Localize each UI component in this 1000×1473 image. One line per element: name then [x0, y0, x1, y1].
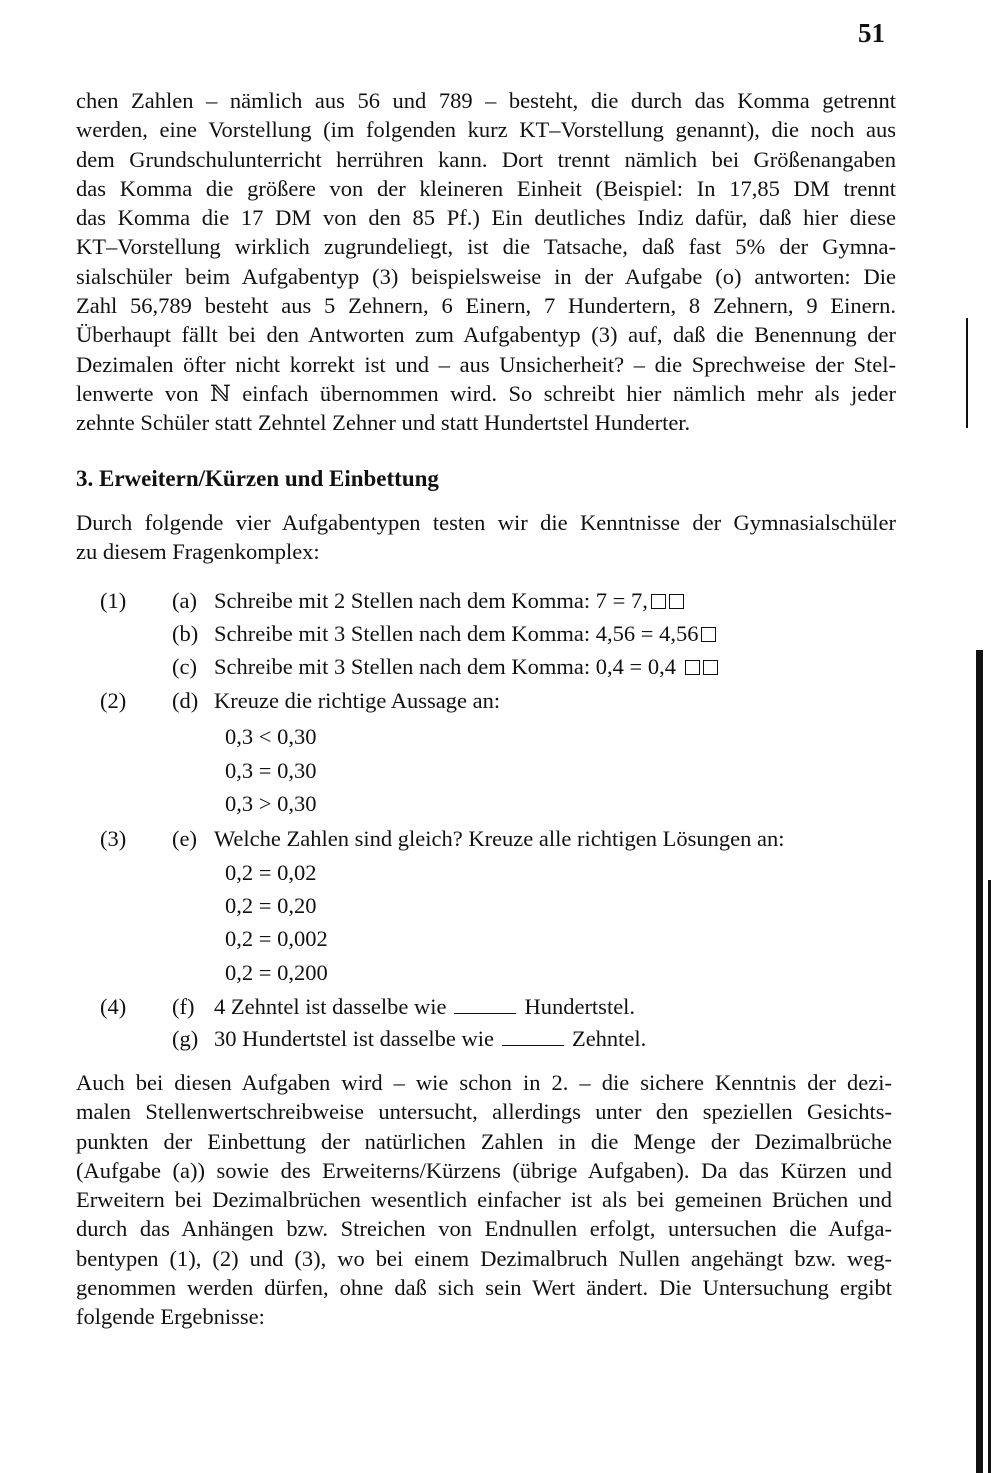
text-line: malen Stellenwertschreibweise untersucht, allerdings unter den speziellen Gesichts-: [76, 1099, 892, 1125]
option-text: 0,3 > 0,30: [225, 791, 317, 816]
scan-edge-line: [988, 880, 991, 1473]
answer-box[interactable]: [701, 627, 716, 642]
text-line: dem Grundschulunterricht herrühren kann. Dort trennt nämlich bei Größenangaben: [76, 146, 896, 172]
text-line: Erweitern bei Dezimalbrüchen wesentlich einfacher ist als bei gemeinen Brüchen und: [76, 1187, 892, 1213]
option-text: 0,2 = 0,02: [225, 860, 317, 885]
task-label: (a): [172, 588, 197, 613]
task-row: [0, 621, 1000, 654]
text-line: Durch folgende vier Aufgabentypen testen wir die Kenntnisse der Gymnasialschüler: [76, 510, 896, 535]
task-row: [0, 1026, 1000, 1059]
text-line: Zahl 56,789 besteht aus 5 Zehnern, 6 Einern, 7 Hundertern, 8 Zehnern, 9 Einern.: [76, 293, 896, 319]
task-label: (d): [172, 688, 199, 713]
text-line: genommen werden dürfen, ohne daß sich sein Wert ändert. Die Untersuchung ergibt: [76, 1275, 892, 1301]
task-number: (2): [100, 688, 127, 713]
task-label: (e): [172, 826, 197, 851]
answer-box[interactable]: [703, 660, 718, 675]
task-text: Kreuze die richtige Aussage an:: [214, 688, 501, 713]
text-line: bentypen (1), (2) und (3), wo bei einem Dezimalbruch Nullen angehängt bzw. weg-: [76, 1245, 892, 1271]
text-line: Auch bei diesen Aufgaben wird – wie schon in 2. – die sichere Kenntnis der dezi-: [76, 1070, 892, 1095]
body-paragraph-1: [76, 86, 896, 438]
answer-option[interactable]: [0, 893, 1000, 926]
section-heading: 3. Erweitern/Kürzen und Einbettung: [76, 466, 439, 491]
task-row: [0, 588, 1000, 621]
text-line: werden, eine Vorstellung (im folgenden kurz KT–Vorstellung genannt), die noch aus: [76, 117, 896, 143]
option-text: 0,2 = 0,002: [225, 926, 328, 951]
task-label: (f): [172, 994, 195, 1019]
task-number: (3): [100, 826, 127, 851]
task-text: Schreibe mit 3 Stellen nach dem Komma: 4,56 = 4,56: [214, 621, 716, 647]
task-label: (b): [172, 621, 199, 646]
task-text: Welche Zahlen sind gleich? Kreuze alle richtigen Lösungen an:: [214, 826, 785, 851]
answer-option[interactable]: [0, 960, 1000, 993]
answer-box[interactable]: [669, 594, 684, 609]
task-text: 4 Zehntel ist dasselbe wie Hundertstel.: [214, 994, 636, 1019]
text-line: durch das Anhängen bzw. Streichen von Endnullen erfolgt, untersuchen die Aufga-: [76, 1216, 892, 1242]
scan-edge-line: [966, 318, 968, 428]
text-line: das Komma die 17 DM von den 85 Pf.) Ein deutliches Indiz dafür, daß hier diese: [76, 205, 896, 231]
task-number: (1): [100, 588, 127, 613]
answer-option[interactable]: [0, 758, 1000, 791]
answer-blank[interactable]: [502, 1027, 564, 1046]
task-row: [0, 688, 1000, 721]
body-paragraph-2: [76, 508, 896, 567]
scan-edge-line: [976, 650, 983, 1473]
task-label: (c): [172, 654, 197, 679]
text-line: (Aufgabe (a)) sowie des Erweiterns/Kürzens (übrige Aufgaben). Da das Kürzen und: [76, 1157, 892, 1183]
text-line: sialschüler beim Aufgabentyp (3) beispielsweise in der Aufgabe (o) antworten: Die: [76, 263, 896, 289]
page-number: 51: [858, 18, 885, 48]
task-row: [0, 826, 1000, 859]
text-line: punkten der Einbettung der natürlichen Zahlen in die Menge der Dezimalbrüche: [76, 1128, 892, 1154]
answer-option[interactable]: [0, 724, 1000, 757]
task-row: [0, 994, 1000, 1027]
task-number: (4): [100, 994, 127, 1019]
text-line: das Komma die größere von der kleineren Einheit (Beispiel: In 17,85 DM trennt: [76, 175, 896, 201]
option-text: 0,3 < 0,30: [225, 724, 317, 749]
answer-box[interactable]: [685, 660, 700, 675]
text-line: chen Zahlen – nämlich aus 56 und 789 – besteht, die durch das Komma getrennt: [76, 88, 896, 113]
answer-blank[interactable]: [454, 995, 516, 1014]
text-line: zehnte Schüler statt Zehntel Zehner und statt Hundertstel Hunderter.: [76, 410, 691, 436]
text-line: lenwerte von ℕ einfach übernommen wird. So schreibt hier nämlich mehr als jeder: [76, 380, 896, 406]
task-text: Schreibe mit 3 Stellen nach dem Komma: 0,4 = 0,4: [214, 654, 718, 680]
answer-box[interactable]: [651, 594, 666, 609]
answer-option[interactable]: [0, 860, 1000, 893]
text-line: zu diesem Fragenkomplex:: [76, 539, 320, 565]
body-paragraph-3: [76, 1068, 892, 1332]
text-line: folgende Ergebnisse:: [76, 1304, 265, 1330]
option-text: 0,2 = 0,20: [225, 893, 317, 918]
text-line: KT–Vorstellung wirklich zugrundeliegt, ist die Tatsache, daß fast 5% der Gymna-: [76, 234, 896, 260]
task-row: [0, 654, 1000, 687]
option-text: 0,2 = 0,200: [225, 960, 328, 985]
answer-option[interactable]: [0, 926, 1000, 959]
text-line: Dezimalen öfter nicht korrekt ist und – aus Unsicherheit? – die Sprechweise der Stel-: [76, 351, 896, 377]
task-label: (g): [172, 1026, 199, 1051]
answer-option[interactable]: [0, 791, 1000, 824]
option-text: 0,3 = 0,30: [225, 758, 317, 783]
text-line: Überhaupt fällt bei den Antworten zum Aufgabentyp (3) auf, daß die Benennung der: [76, 322, 896, 348]
task-text: 30 Hundertstel ist dasselbe wie Zehntel.: [214, 1026, 647, 1051]
task-text: Schreibe mit 2 Stellen nach dem Komma: 7 = 7,: [214, 588, 684, 614]
